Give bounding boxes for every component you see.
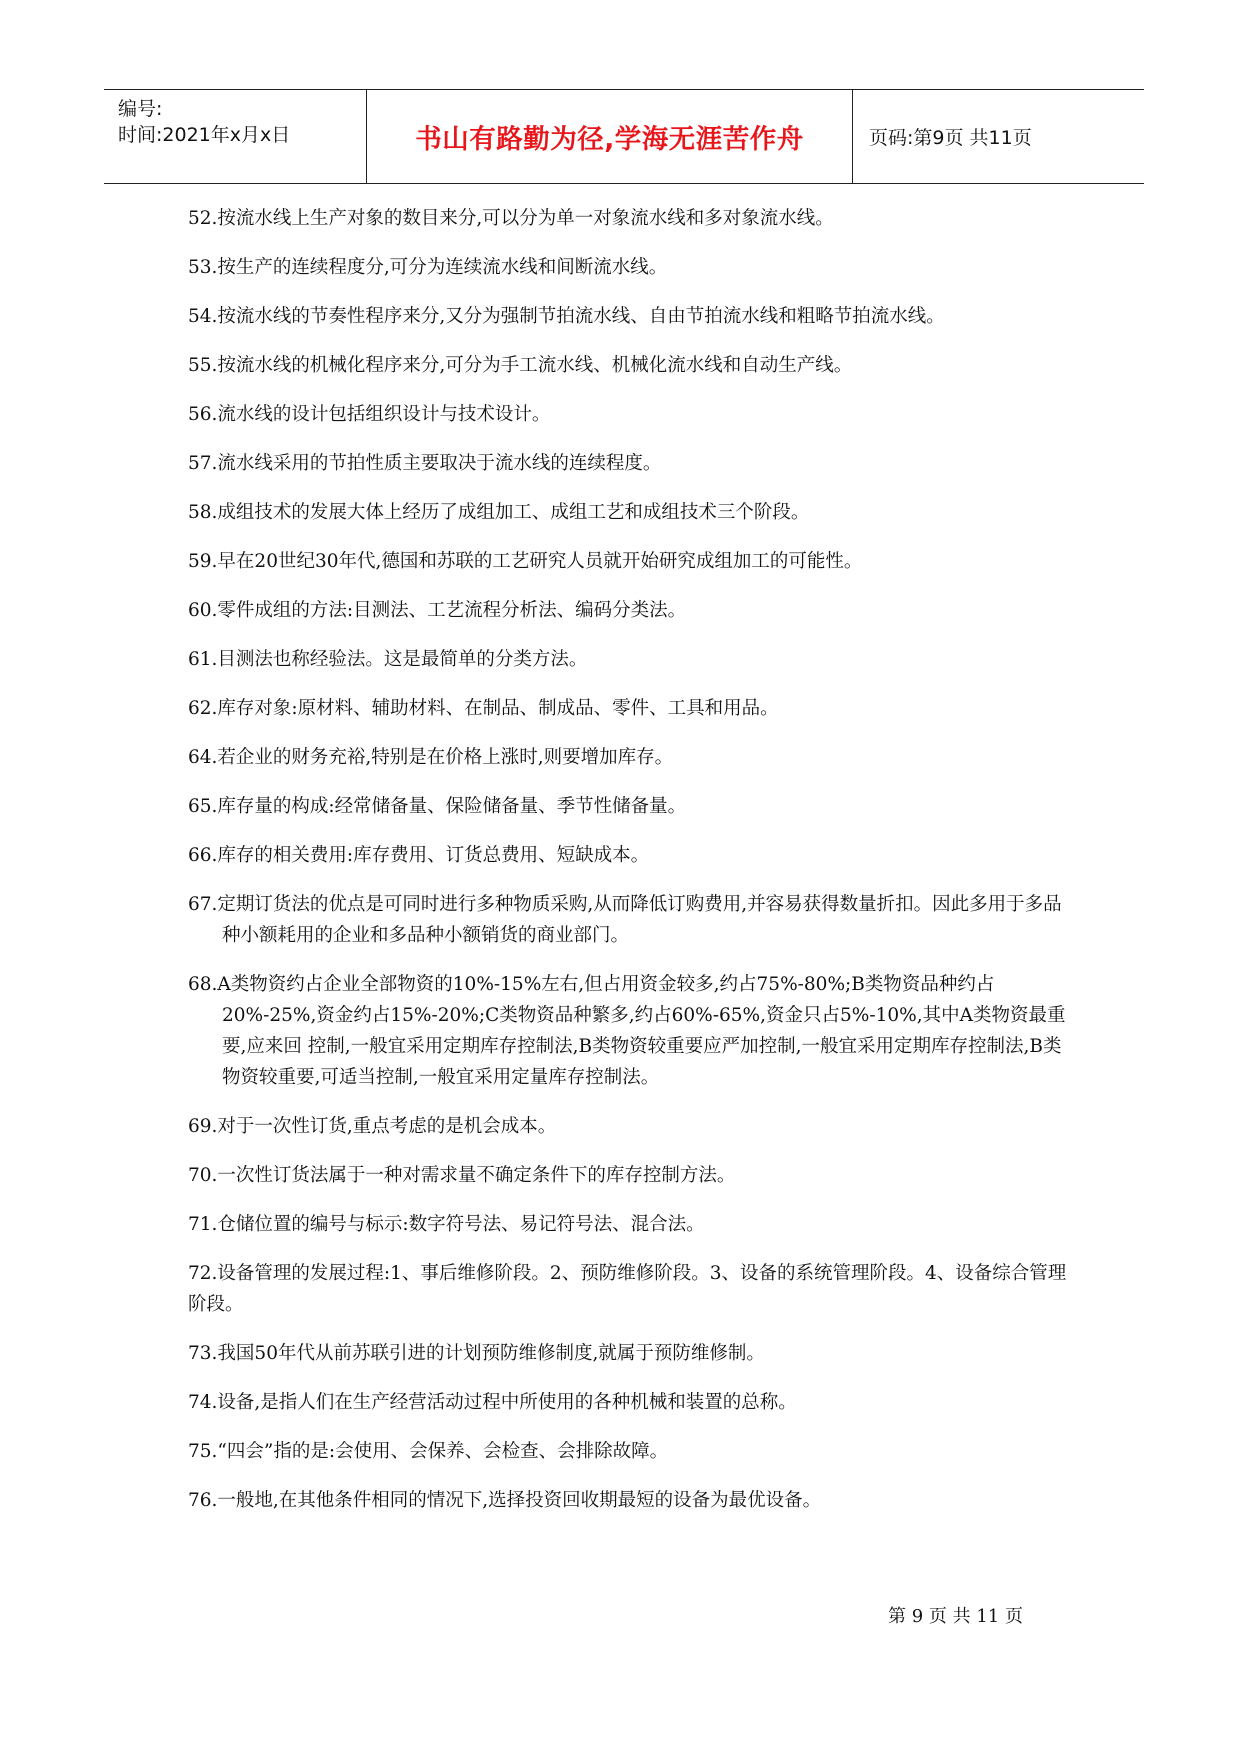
list-item: 52.按流水线上生产对象的数目来分,可以分为单一对象流水线和多对象流水线。 <box>188 208 834 229</box>
list-item: 61.目测法也称经验法。这是最简单的分类方法。 <box>188 649 588 670</box>
document-number-label: 编号: <box>118 98 163 120</box>
document-time-label: 时间:2021年x月x日 <box>118 124 291 146</box>
list-item: 72.设备管理的发展过程:1、事后维修阶段。2、预防维修阶段。3、设备的系统管理阶段。4、设备综合管理阶段。 <box>188 1263 1067 1315</box>
list-item: 54.按流水线的节奏性程序来分,又分为强制节拍流水线、自由节拍流水线和粗略节拍流水线。 <box>188 306 945 327</box>
list-item: 53.按生产的连续程度分,可分为连续流水线和间断流水线。 <box>188 257 668 278</box>
list-item: 64.若企业的财务充裕,特别是在价格上涨时,则要增加库存。 <box>188 747 674 768</box>
document-body <box>188 203 1068 1534</box>
list-item: 59.早在20世纪30年代,德国和苏联的工艺研究人员就开始研究成组加工的可能性。 <box>188 551 863 572</box>
list-item: 69.对于一次性订货,重点考虑的是机会成本。 <box>188 1116 557 1137</box>
list-item: 57.流水线采用的节拍性质主要取决于流水线的连续程度。 <box>188 453 662 474</box>
list-item: 70.一次性订货法属于一种对需求量不确定条件下的库存控制方法。 <box>188 1165 736 1186</box>
list-item: 75.“四会”指的是:会使用、会保养、会检查、会排除故障。 <box>188 1441 669 1462</box>
list-item: 56.流水线的设计包括组织设计与技术设计。 <box>188 404 551 425</box>
header-motto-cell <box>367 90 853 183</box>
page-footer: 第 9 页 共 11 页 <box>888 1606 1023 1627</box>
list-item: 62.库存对象:原材料、辅助材料、在制品、制成品、零件、工具和用品。 <box>188 698 779 719</box>
page-header <box>104 89 1144 184</box>
list-item: 65.库存量的构成:经常储备量、保险储备量、季节性储备量。 <box>188 796 687 817</box>
list-item: 74.设备,是指人们在生产经营活动过程中所使用的各种机械和装置的总称。 <box>188 1392 797 1413</box>
header-motto: 书山有路勤为径,学海无涯苦作舟 <box>415 124 804 155</box>
header-page-code: 页码:第9页 共11页 <box>869 127 1032 149</box>
list-item: 76.一般地,在其他条件相同的情况下,选择投资回收期最短的设备为最优设备。 <box>188 1490 822 1511</box>
list-item: 55.按流水线的机械化程序来分,可分为手工流水线、机械化流水线和自动生产线。 <box>188 355 853 376</box>
list-item: 60.零件成组的方法:目测法、工艺流程分析法、编码分类法。 <box>188 600 687 621</box>
list-item: 68.A类物资约占企业全部物资的10%-15%左右,但占用资金较多,约占75%-80%;B类物资品种约占20%-25%,资金约占15%-20%;C类物资品种繁多,约占60%-65%,资金只占5%-10%,其中A类物资最重要,应来回 控制,一般宜采用定期库存控制法,B类物资较重要应严加控制,一般宜采用定期库存控制法,B类物资较重要,可适当控制,一般宜采用定量库存控制法。 <box>188 974 1066 1088</box>
list-item: 73.我国50年代从前苏联引进的计划预防维修制度,就属于预防维修制。 <box>188 1343 765 1364</box>
list-item: 66.库存的相关费用:库存费用、订货总费用、短缺成本。 <box>188 845 650 866</box>
list-item: 67.定期订货法的优点是可同时进行多种物质采购,从而降低订购费用,并容易获得数量折扣。因此多用于多品种小额耗用的企业和多品种小额销货的商业部门。 <box>188 894 1062 946</box>
header-page-cell <box>853 90 1144 183</box>
list-item: 71.仓储位置的编号与标示:数字符号法、易记符号法、混合法。 <box>188 1214 705 1235</box>
list-item: 58.成组技术的发展大体上经历了成组加工、成组工艺和成组技术三个阶段。 <box>188 502 810 523</box>
header-info-cell <box>104 90 367 183</box>
